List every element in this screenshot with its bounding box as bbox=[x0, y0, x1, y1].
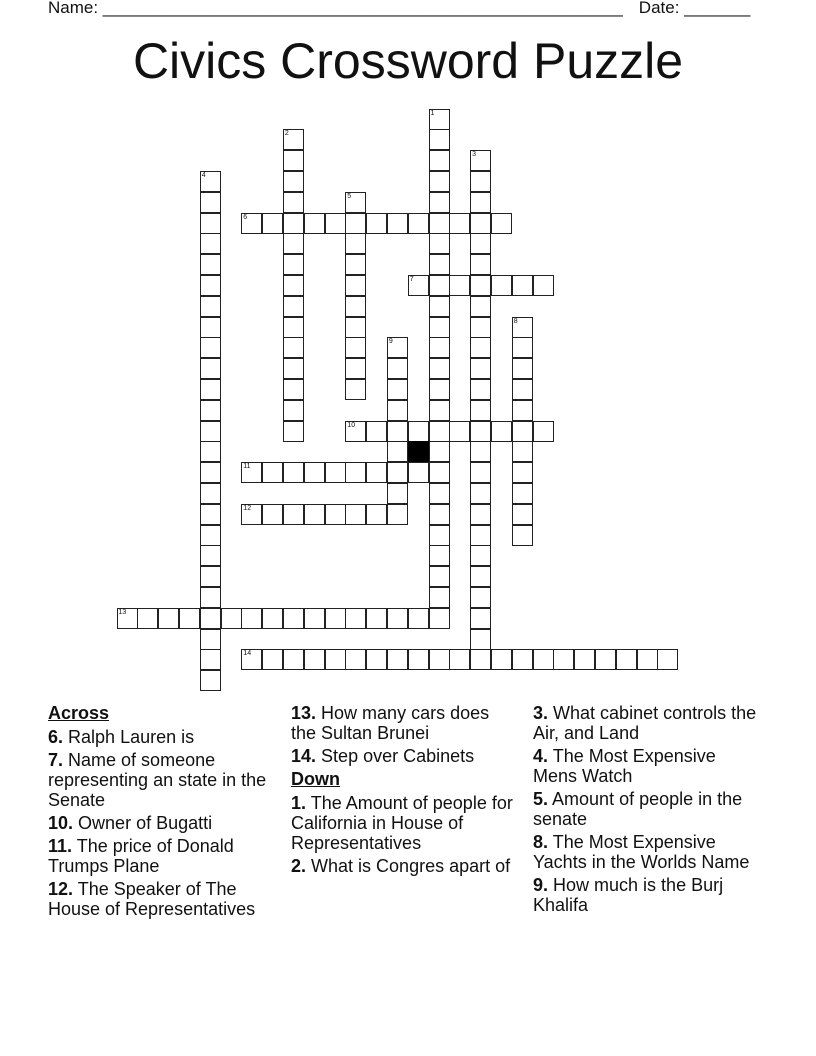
grid-cell[interactable] bbox=[387, 483, 408, 504]
grid-cell[interactable] bbox=[533, 421, 554, 442]
grid-cell[interactable] bbox=[449, 649, 470, 670]
grid-cell[interactable] bbox=[200, 379, 221, 400]
grid-cell[interactable] bbox=[283, 400, 304, 421]
cell-number: 11 bbox=[243, 463, 251, 471]
grid-cell[interactable] bbox=[470, 441, 491, 462]
grid-cell[interactable] bbox=[533, 649, 554, 670]
grid-cell[interactable] bbox=[470, 192, 491, 213]
clue-down-3 bbox=[533, 703, 761, 743]
grid-cell[interactable] bbox=[429, 441, 450, 462]
clue-across-10 bbox=[48, 813, 276, 833]
grid-cell[interactable] bbox=[470, 317, 491, 338]
grid-cell[interactable] bbox=[512, 649, 533, 670]
grid-cell[interactable] bbox=[200, 421, 221, 442]
grid-cell[interactable] bbox=[470, 504, 491, 525]
grid-cell[interactable] bbox=[283, 150, 304, 171]
grid-cell[interactable] bbox=[345, 275, 366, 296]
clue-down-9 bbox=[533, 875, 761, 915]
grid-cell[interactable] bbox=[533, 275, 554, 296]
grid-cell[interactable] bbox=[283, 275, 304, 296]
grid-cell[interactable] bbox=[345, 213, 366, 234]
grid-cell[interactable] bbox=[387, 379, 408, 400]
grid-cell[interactable] bbox=[429, 150, 450, 171]
clue-text: Ralph Lauren is bbox=[68, 727, 195, 747]
clue-text: Owner of Bugatti bbox=[78, 813, 213, 833]
name-field-label[interactable]: Name: _______________________________________________________ bbox=[48, 0, 623, 17]
grid-cell[interactable] bbox=[408, 421, 429, 442]
clue-down-1 bbox=[291, 793, 519, 853]
grid-cell[interactable] bbox=[200, 649, 221, 670]
clue-across-6 bbox=[48, 727, 276, 747]
grid-cell[interactable] bbox=[429, 566, 450, 587]
grid-cell[interactable] bbox=[262, 608, 283, 629]
grid-cell[interactable] bbox=[283, 129, 304, 150]
grid-cell[interactable] bbox=[179, 608, 200, 629]
clue-text: What is Congres apart of bbox=[311, 856, 511, 876]
grid-cell[interactable] bbox=[304, 608, 325, 629]
grid-cell[interactable] bbox=[200, 213, 221, 234]
grid-cell[interactable] bbox=[345, 358, 366, 379]
grid-cell[interactable] bbox=[408, 462, 429, 483]
grid-cell[interactable] bbox=[387, 213, 408, 234]
grid-cell[interactable] bbox=[429, 275, 450, 296]
grid-cell[interactable] bbox=[366, 649, 387, 670]
grid-cell[interactable] bbox=[595, 649, 616, 670]
clue-number: 7. bbox=[48, 750, 64, 770]
grid-cell[interactable] bbox=[387, 504, 408, 525]
grid-cell[interactable] bbox=[366, 462, 387, 483]
grid-cell[interactable] bbox=[429, 109, 450, 130]
clue-across-12 bbox=[48, 879, 276, 919]
grid-cell[interactable] bbox=[283, 462, 304, 483]
grid-cell[interactable] bbox=[470, 233, 491, 254]
grid-cell[interactable] bbox=[512, 275, 533, 296]
grid-cell[interactable] bbox=[283, 192, 304, 213]
cell-number: 14 bbox=[243, 650, 252, 658]
grid-cell[interactable] bbox=[512, 317, 533, 338]
grid-cell[interactable] bbox=[283, 421, 304, 442]
grid-cell[interactable] bbox=[637, 649, 658, 670]
clue-down-5 bbox=[533, 789, 761, 829]
clue-number: 6. bbox=[48, 727, 64, 747]
grid-cell[interactable] bbox=[429, 213, 450, 234]
grid-cell[interactable] bbox=[200, 545, 221, 566]
clues-column-1 bbox=[48, 703, 276, 922]
grid-cell[interactable] bbox=[283, 254, 304, 275]
grid-cell[interactable] bbox=[283, 233, 304, 254]
grid-cell[interactable] bbox=[512, 358, 533, 379]
grid-cell[interactable] bbox=[512, 504, 533, 525]
grid-cell[interactable] bbox=[345, 379, 366, 400]
grid-cell[interactable] bbox=[262, 462, 283, 483]
grid-cell[interactable] bbox=[470, 254, 491, 275]
grid-cell[interactable] bbox=[470, 421, 491, 442]
clue-down-4 bbox=[533, 746, 761, 786]
grid-cell[interactable] bbox=[429, 483, 450, 504]
grid-cell[interactable] bbox=[283, 296, 304, 317]
grid-cell[interactable] bbox=[345, 608, 366, 629]
grid-cell[interactable] bbox=[657, 649, 678, 670]
grid-cell[interactable] bbox=[429, 504, 450, 525]
clue-number: 3. bbox=[533, 703, 549, 723]
grid-cell[interactable] bbox=[408, 608, 429, 629]
grid-cell[interactable] bbox=[366, 213, 387, 234]
cell-number: 2 bbox=[284, 130, 289, 138]
grid-cell[interactable] bbox=[304, 504, 325, 525]
grid-cell[interactable] bbox=[429, 296, 450, 317]
clue-number: 8. bbox=[533, 832, 549, 852]
grid-cell[interactable] bbox=[470, 525, 491, 546]
grid-cell[interactable] bbox=[449, 213, 470, 234]
grid-cell[interactable] bbox=[345, 649, 366, 670]
grid-cell[interactable] bbox=[345, 421, 366, 442]
clue-number: 2. bbox=[291, 856, 307, 876]
clue-text: How many cars does the Sultan Brunei bbox=[291, 703, 490, 743]
grid-cell[interactable] bbox=[200, 608, 221, 629]
grid-cell[interactable] bbox=[512, 462, 533, 483]
clues-column-3 bbox=[533, 703, 761, 918]
grid-cell[interactable] bbox=[429, 337, 450, 358]
grid-cell[interactable] bbox=[158, 608, 179, 629]
grid-cell[interactable] bbox=[429, 525, 450, 546]
grid-cell[interactable] bbox=[366, 504, 387, 525]
clue-text: Name of someone representing an state in the Senate bbox=[48, 750, 267, 810]
grid-cell[interactable] bbox=[200, 296, 221, 317]
cell-number: 4 bbox=[201, 171, 206, 179]
grid-cell[interactable] bbox=[304, 462, 325, 483]
grid-cell[interactable] bbox=[200, 275, 221, 296]
grid-cell[interactable] bbox=[470, 545, 491, 566]
grid-cell[interactable] bbox=[512, 525, 533, 546]
clue-number: 13. bbox=[291, 703, 317, 723]
grid-cell[interactable] bbox=[241, 504, 262, 525]
clue-across-14 bbox=[291, 746, 519, 766]
grid-cell[interactable] bbox=[512, 337, 533, 358]
grid-cell[interactable] bbox=[387, 462, 408, 483]
grid-cell[interactable] bbox=[325, 608, 346, 629]
grid-cell[interactable] bbox=[470, 213, 491, 234]
clue-number: 12. bbox=[48, 879, 74, 899]
grid-cell[interactable] bbox=[117, 608, 138, 629]
grid-cell[interactable] bbox=[262, 649, 283, 670]
cell-number: 8 bbox=[513, 317, 518, 325]
grid-cell[interactable] bbox=[512, 441, 533, 462]
cell-number: 7 bbox=[409, 275, 414, 283]
grid-cell[interactable] bbox=[491, 421, 512, 442]
grid-cell[interactable] bbox=[325, 213, 346, 234]
grid-cell[interactable] bbox=[470, 296, 491, 317]
clue-text: The Amount of people for California in House of Representatives bbox=[291, 793, 513, 853]
grid-cell[interactable] bbox=[429, 254, 450, 275]
grid-cell[interactable] bbox=[241, 213, 262, 234]
clue-number: 14. bbox=[291, 746, 317, 766]
grid-cell[interactable] bbox=[200, 629, 221, 650]
grid-cell[interactable] bbox=[200, 587, 221, 608]
clue-down-2 bbox=[291, 856, 519, 876]
grid-cell[interactable] bbox=[408, 275, 429, 296]
grid-cell[interactable] bbox=[470, 171, 491, 192]
clue-down-8 bbox=[533, 832, 761, 872]
grid-cell[interactable] bbox=[241, 462, 262, 483]
grid-cell[interactable] bbox=[283, 337, 304, 358]
grid-cell[interactable] bbox=[200, 525, 221, 546]
grid-cell[interactable] bbox=[200, 254, 221, 275]
cell-number: 13 bbox=[118, 608, 127, 616]
grid-cell[interactable] bbox=[470, 629, 491, 650]
grid-cell[interactable] bbox=[325, 504, 346, 525]
grid-cell[interactable] bbox=[470, 150, 491, 171]
grid-cell[interactable] bbox=[429, 129, 450, 150]
grid-cell[interactable] bbox=[470, 649, 491, 670]
grid-cell[interactable] bbox=[470, 275, 491, 296]
grid-cell[interactable] bbox=[470, 587, 491, 608]
grid-cell[interactable] bbox=[241, 649, 262, 670]
grid-cell[interactable] bbox=[200, 504, 221, 525]
grid-cell[interactable] bbox=[283, 379, 304, 400]
clue-number: 10. bbox=[48, 813, 74, 833]
cell-number: 5 bbox=[347, 192, 352, 200]
clue-text: How much is the Burj Khalifa bbox=[533, 875, 724, 915]
clue-text: The price of Donald Trumps Plane bbox=[48, 836, 234, 876]
grid-cell[interactable] bbox=[470, 358, 491, 379]
grid-cell[interactable] bbox=[512, 483, 533, 504]
grid-cell[interactable] bbox=[512, 400, 533, 421]
grid-cell[interactable] bbox=[387, 421, 408, 442]
grid-cell[interactable] bbox=[387, 337, 408, 358]
grid-cell[interactable] bbox=[283, 608, 304, 629]
grid-cell[interactable] bbox=[470, 379, 491, 400]
cell-number: 3 bbox=[472, 151, 476, 159]
down-heading: Down bbox=[291, 769, 340, 789]
grid-cell[interactable] bbox=[241, 608, 262, 629]
grid-cell[interactable] bbox=[345, 254, 366, 275]
grid-cell[interactable] bbox=[491, 649, 512, 670]
grid-cell[interactable] bbox=[387, 400, 408, 421]
grid-cell[interactable] bbox=[470, 566, 491, 587]
grid-cell[interactable] bbox=[221, 608, 242, 629]
grid-cell[interactable] bbox=[283, 649, 304, 670]
grid-cell[interactable] bbox=[345, 192, 366, 213]
clue-number: 5. bbox=[533, 789, 549, 809]
grid-cell[interactable] bbox=[449, 421, 470, 442]
grid-cell[interactable] bbox=[200, 670, 221, 691]
grid-cell[interactable] bbox=[200, 483, 221, 504]
grid-cell[interactable] bbox=[387, 441, 408, 462]
grid-cell[interactable] bbox=[470, 337, 491, 358]
grid-cell[interactable] bbox=[283, 358, 304, 379]
blocked-cell bbox=[408, 441, 429, 462]
grid-cell[interactable] bbox=[491, 275, 512, 296]
grid-cell[interactable] bbox=[470, 462, 491, 483]
grid-cell[interactable] bbox=[262, 213, 283, 234]
grid-cell[interactable] bbox=[200, 462, 221, 483]
clue-across-13 bbox=[291, 703, 519, 743]
grid-cell[interactable] bbox=[470, 400, 491, 421]
grid-cell[interactable] bbox=[345, 233, 366, 254]
grid-cell[interactable] bbox=[429, 421, 450, 442]
cell-number: 9 bbox=[388, 338, 393, 346]
grid-cell[interactable] bbox=[137, 608, 158, 629]
grid-cell[interactable] bbox=[429, 462, 450, 483]
grid-cell[interactable] bbox=[429, 587, 450, 608]
grid-cell[interactable] bbox=[512, 421, 533, 442]
grid-cell[interactable] bbox=[200, 317, 221, 338]
grid-cell[interactable] bbox=[262, 504, 283, 525]
cell-number: 10 bbox=[347, 421, 356, 429]
clue-number: 11. bbox=[48, 836, 73, 856]
grid-cell[interactable] bbox=[200, 233, 221, 254]
clue-text: Amount of people in the senate bbox=[533, 789, 743, 829]
grid-cell[interactable] bbox=[387, 358, 408, 379]
cell-number: 6 bbox=[243, 213, 248, 221]
clue-text: What cabinet controls the Air, and Land bbox=[533, 703, 757, 743]
grid-cell[interactable] bbox=[283, 171, 304, 192]
grid-cell[interactable] bbox=[283, 213, 304, 234]
grid-cell[interactable] bbox=[429, 358, 450, 379]
grid-cell[interactable] bbox=[345, 296, 366, 317]
page-title: Civics Crossword Puzzle bbox=[132, 33, 684, 89]
grid-cell[interactable] bbox=[387, 608, 408, 629]
grid-cell[interactable] bbox=[429, 171, 450, 192]
grid-cell[interactable] bbox=[429, 545, 450, 566]
clue-across-7 bbox=[48, 750, 276, 810]
grid-cell[interactable] bbox=[345, 317, 366, 338]
grid-cell[interactable] bbox=[408, 213, 429, 234]
grid-cell[interactable] bbox=[200, 358, 221, 379]
grid-cell[interactable] bbox=[200, 192, 221, 213]
across-heading: Across bbox=[48, 703, 110, 723]
grid-cell[interactable] bbox=[200, 441, 221, 462]
grid-cell[interactable] bbox=[345, 337, 366, 358]
grid-cell[interactable] bbox=[200, 337, 221, 358]
grid-cell[interactable] bbox=[366, 421, 387, 442]
grid-cell[interactable] bbox=[408, 649, 429, 670]
clue-number: 4. bbox=[533, 746, 549, 766]
clue-text: The Speaker of The House of Representatives bbox=[48, 879, 256, 919]
grid-cell[interactable] bbox=[304, 649, 325, 670]
grid-cell[interactable] bbox=[512, 379, 533, 400]
grid-cell[interactable] bbox=[429, 400, 450, 421]
grid-cell[interactable] bbox=[387, 649, 408, 670]
grid-cell[interactable] bbox=[429, 317, 450, 338]
grid-cell[interactable] bbox=[470, 483, 491, 504]
grid-cell[interactable] bbox=[491, 213, 512, 234]
clue-number: 9. bbox=[533, 875, 549, 895]
grid-cell[interactable] bbox=[574, 649, 595, 670]
date-field-label[interactable]: Date: _______ bbox=[638, 0, 751, 17]
grid-cell[interactable] bbox=[304, 213, 325, 234]
grid-cell[interactable] bbox=[429, 608, 450, 629]
clue-text: The Most Expensive Mens Watch bbox=[533, 746, 716, 786]
grid-cell[interactable] bbox=[283, 317, 304, 338]
grid-cell[interactable] bbox=[429, 379, 450, 400]
clue-text: Step over Cabinets bbox=[321, 746, 475, 766]
grid-cell[interactable] bbox=[325, 462, 346, 483]
grid-cell[interactable] bbox=[429, 649, 450, 670]
grid-cell[interactable] bbox=[470, 608, 491, 629]
cell-number: 1 bbox=[430, 109, 435, 117]
clues-column-2 bbox=[291, 703, 519, 879]
grid-cell[interactable] bbox=[325, 649, 346, 670]
grid-cell[interactable] bbox=[429, 233, 450, 254]
grid-cell[interactable] bbox=[345, 504, 366, 525]
grid-cell[interactable] bbox=[200, 566, 221, 587]
grid-cell[interactable] bbox=[449, 275, 470, 296]
grid-cell[interactable] bbox=[366, 608, 387, 629]
clue-text: The Most Expensive Yachts in the Worlds Name bbox=[533, 832, 750, 872]
grid-cell[interactable] bbox=[283, 504, 304, 525]
grid-cell[interactable] bbox=[429, 192, 450, 213]
grid-cell[interactable] bbox=[345, 462, 366, 483]
clue-across-11 bbox=[48, 836, 276, 876]
grid-cell[interactable] bbox=[553, 649, 574, 670]
grid-cell[interactable] bbox=[200, 400, 221, 421]
grid-cell[interactable] bbox=[616, 649, 637, 670]
cell-number: 12 bbox=[243, 504, 252, 512]
clue-number: 1. bbox=[291, 793, 307, 813]
grid-cell[interactable] bbox=[200, 171, 221, 192]
